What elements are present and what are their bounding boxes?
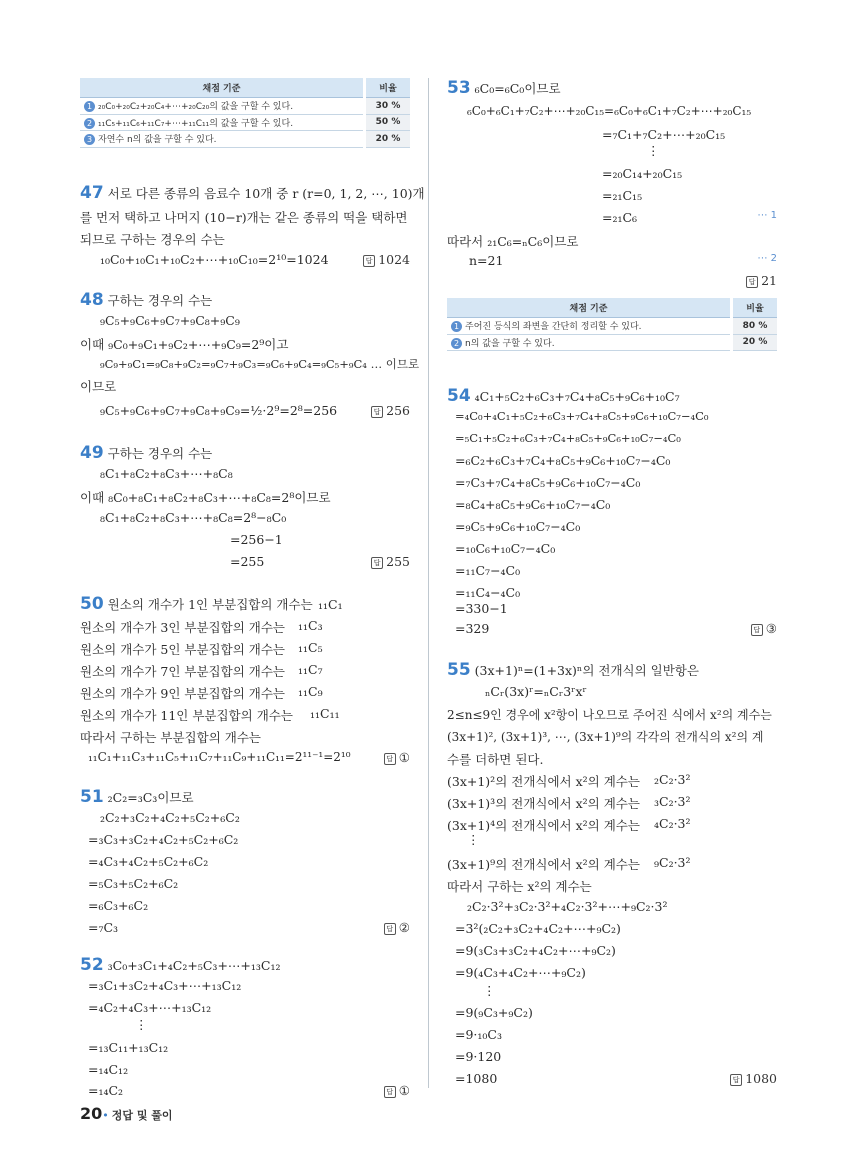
answer [384,750,410,765]
vertical-ellipsis: ⋮ [467,832,480,847]
equation: ₁₁C₅ [298,640,323,655]
text-line: (3x+1)², (3x+1)³, ⋯, (3x+1)⁹의 각각의 전개식의 x²의 계 [447,730,764,744]
ratio-value: 20 % [732,334,778,351]
step-number-icon: 1 [451,321,462,332]
answer-box-icon: 답 [384,923,396,935]
equation: =₃C₃+₃C₂+₄C₂+₅C₂+₆C₂ [88,832,239,847]
answer [384,920,410,935]
equation: ₂C₂·3²+₃C₂·3²+₄C₂·3²+⋯+₉C₂·3² [467,899,668,914]
answer-box-icon: 답 [363,255,375,267]
table-header-ratio: 비율 [365,78,411,98]
text-line: 를 먼저 택하고 나머지 (10−r)개는 같은 종류의 떡을 택하면 [80,210,408,225]
text-line: 수를 더하면 된다. [447,752,544,767]
bullet-icon: • [102,1109,109,1122]
step-number-icon: 2 [84,118,95,129]
equation: =9·120 [455,1049,502,1064]
equation: ₈C₁+₈C₂+₈C₃+⋯+₈C₈ [100,466,233,481]
equation: =1080 [455,1071,498,1086]
equation: =₉C₅+₉C₆+₁₀C₇−₄C₀ [455,519,581,534]
text-line: (3x+1)²의 전개식에서 x²의 계수는 [447,774,640,789]
criteria-text: 자연수 n의 값을 구할 수 있다. [98,135,217,146]
equation: =₁₄C₁₂ [88,1062,129,1077]
equation: ₉C₉+₉C₁=₉C₈+₉C₂=₉C₇+₉C₃=₉C₆+₉C₄=₉C₅+₉C₄ … 이므로 [100,357,420,371]
text-line: 구하는 경우의 수는 [107,293,213,308]
table-row [80,114,410,131]
text-line: (3x+1)³의 전개식에서 x²의 계수는 [447,796,640,811]
equation: ₄C₂·3² [654,816,691,831]
criteria-text: 주어진 등식의 좌변을 간단히 정리할 수 있다. [465,322,642,333]
ratio-value: 30 % [365,98,411,115]
equation: =₂₀C₁₄+₂₀C₁₅ [602,166,683,181]
equation: =9(₃C₃+₃C₂+₄C₂+⋯+₉C₂) [455,943,616,958]
problem-number: 50 [80,594,104,614]
answer-value: ① [398,750,410,765]
problem-number: 48 [80,290,104,310]
text-line: 원소의 개수가 1인 부분집합의 개수는 [107,597,313,612]
problem-number: 49 [80,443,104,463]
equation: ₁₁C₁+₁₁C₃+₁₁C₅+₁₁C₇+₁₁C₉+₁₁C₁₁=2¹¹⁻¹=2¹⁰ [88,750,351,764]
text-line: ₂C₂=₃C₃이므로 [107,790,194,805]
equation: ₁₁C₃ [298,618,323,633]
equation: ₃C₂·3² [654,794,691,809]
answer [730,1071,777,1086]
vertical-ellipsis: ⋮ [647,143,660,158]
text-line: 원소의 개수가 11인 부분집합의 개수는 [80,708,293,723]
text-line: 구하는 경우의 수는 [107,446,213,461]
equation: ₄C₁+₅C₂+₆C₃+₇C₄+₈C₅+₉C₆+₁₀C₇ [474,389,680,404]
equation: =9·₁₀C₃ [455,1027,502,1042]
answer-value: ② [398,920,410,935]
equation: =₁₄C₂ [88,1083,124,1098]
equation: ₈C₁+₈C₂+₈C₃+⋯+₈C₈=2⁸−₈C₀ [100,510,287,525]
answer-box-icon: 답 [371,557,383,569]
equation: =₈C₄+₈C₅+₉C₆+₁₀C₇−₄C₀ [455,497,611,512]
equation: =329 [455,621,490,636]
column-divider [428,78,429,1088]
table-row [447,318,777,335]
equation: ₉C₅+₉C₆+₉C₇+₉C₈+₉C₉=½·2⁹=2⁸=256 [100,403,338,418]
table-row [80,98,410,115]
problem-number: 53 [447,78,471,98]
criteria-text: n의 값을 구할 수 있다. [465,338,555,349]
vertical-ellipsis: ⋮ [483,983,496,998]
equation: =₆C₃+₆C₂ [88,898,149,913]
answer-value: 21 [761,273,777,288]
equation: ₁₁C₇ [298,662,323,677]
equation: =₂₁C₆ [602,210,638,225]
page-footer [80,1104,173,1123]
problem-number: 51 [80,787,104,807]
right-column [447,0,777,1100]
equation: ₂C₂+₃C₂+₄C₂+₅C₂+₆C₂ [100,810,240,825]
equation: ₁₁C₁₁ [310,706,340,721]
answer [384,1083,410,1098]
equation: =255 [230,554,265,569]
answer [746,273,777,288]
equation: =₄C₃+₄C₂+₅C₂+₆C₂ [88,854,209,869]
answer [363,252,410,267]
answer-box-icon: 답 [371,406,383,418]
equation: ₁₁C₁ [318,597,343,612]
vertical-ellipsis: ⋮ [135,1017,148,1032]
answer-value: 1080 [745,1071,777,1086]
text-line: 이때 ₉C₀+₉C₁+₉C₂+⋯+₉C₉=2⁹이고 [80,337,289,352]
ratio-value: 20 % [365,131,411,148]
scoring-table-2 [447,298,777,351]
step-number-icon: 3 [84,134,95,145]
text-line: 원소의 개수가 5인 부분집합의 개수는 [80,642,285,657]
equation: ₁₁C₉ [298,684,323,699]
problem-number: 54 [447,386,471,406]
equation: ₁₀C₀+₁₀C₁+₁₀C₂+⋯+₁₀C₁₀=2¹⁰=1024 [100,252,329,267]
criteria-text: ₂₀C₀+₂₀C₂+₂₀C₄+⋯+₂₀C₂₀의 값을 구할 수 있다. [98,102,294,113]
equation: =₇C₃ [88,920,119,935]
equation: ₂C₂·3² [654,772,691,787]
step-number-icon: 2 [451,338,462,349]
ratio-value: 80 % [732,318,778,335]
answer [751,621,777,636]
equation: =3²(₂C₂+₃C₂+₄C₂+⋯+₉C₂) [455,921,621,936]
equation: ₙCᵣ(3x)ʳ=ₙCᵣ3ʳxʳ [485,684,587,699]
equation: ₃C₀+₃C₁+₄C₂+₅C₃+⋯+₁₃C₁₂ [107,958,281,973]
text-line: 원소의 개수가 7인 부분집합의 개수는 [80,664,285,679]
answer-box-icon: 답 [384,1086,396,1098]
equation: ₉C₂·3² [654,855,691,870]
equation: =₄C₀+₄C₁+₅C₂+₆C₃+₇C₄+₈C₅+₉C₆+₁₀C₇−₄C₀ [455,409,709,423]
text-line: (3x+1)⁴의 전개식에서 x²의 계수는 [447,818,640,833]
answer-value: 256 [386,403,410,418]
equation: =₁₃C₁₁+₁₃C₁₂ [88,1040,169,1055]
answer-value: ① [398,1083,410,1098]
answer-box-icon: 답 [384,753,396,765]
problem-number: 52 [80,955,104,975]
text-line: 따라서 구하는 부분집합의 개수는 [80,730,261,745]
text-line: 따라서 ₂₁C₆=ₙC₆이므로 [447,234,579,249]
table-row [447,334,777,351]
text-line: 2≤n≤9인 경우에 x²항이 나오므로 주어진 식에서 x²의 계수는 [447,708,772,722]
equation: =₆C₂+₆C₃+₇C₄+₈C₅+₉C₆+₁₀C₇−₄C₀ [455,453,671,468]
equation: =₇C₃+₇C₄+₈C₅+₉C₆+₁₀C₇−₄C₀ [455,475,641,490]
equation: =256−1 [230,532,283,547]
text-line: ₆C₀=₆C₀이므로 [474,81,561,96]
step-marker: ⋯ 1 [757,210,777,221]
equation: =₅C₁+₅C₂+₆C₃+₇C₄+₈C₅+₉C₆+₁₀C₇−₄C₀ [455,431,681,445]
criteria-text: ₁₁C₅+₁₁C₆+₁₁C₇+⋯+₁₁C₁₁의 값을 구할 수 있다. [98,118,294,129]
table-row [80,131,410,148]
text-line: 이때 ₈C₀+₈C₁+₈C₂+₈C₃+⋯+₈C₈=2⁸이므로 [80,490,331,505]
problem-number: 55 [447,660,471,680]
equation: =₅C₃+₅C₂+₆C₂ [88,876,179,891]
step-marker: ⋯ 2 [757,253,777,264]
text-line: (3x+1)⁹의 전개식에서 x²의 계수는 [447,857,640,872]
equation: =₁₁C₄−₄C₀ [455,585,521,600]
text-line: 서로 다른 종류의 음료수 10개 중 r (r=0, 1, 2, ⋯, 10)개 [107,186,425,201]
answer-box-icon: 답 [751,624,763,636]
problem-number: 47 [80,183,104,203]
text-line: 원소의 개수가 9인 부분집합의 개수는 [80,686,285,701]
answer-box-icon: 답 [746,276,758,288]
equation: =₇C₁+₇C₂+⋯+₂₀C₁₅ [602,127,726,142]
step-number-icon: 1 [84,101,95,112]
text-line: 되므로 구하는 경우의 수는 [80,232,225,247]
equation: =₃C₁+₃C₂+₄C₃+⋯+₁₃C₁₂ [88,978,242,993]
page-number: 20 [80,1104,103,1123]
footer-label: 정답 및 풀이 [111,1109,173,1122]
equation: =9(₉C₃+₉C₂) [455,1005,533,1020]
equation: n=21 [469,253,504,268]
table-header-ratio: 비율 [732,298,778,318]
equation: =₂₁C₁₅ [602,188,643,203]
answer-value: ③ [765,621,777,636]
left-column [80,0,425,1100]
table-header-criteria: 채점 기준 [447,298,732,318]
equation: ₉C₅+₉C₆+₉C₇+₉C₈+₉C₉ [100,313,240,328]
equation: =₁₀C₆+₁₀C₇−₄C₀ [455,541,556,556]
table-header-criteria: 채점 기준 [80,78,365,98]
scoring-table-1 [80,78,410,148]
equation: ₆C₀+₆C₁+₇C₂+⋯+₂₀C₁₅=₆C₀+₆C₁+₇C₂+⋯+₂₀C₁₅ [467,104,752,118]
text-line: 원소의 개수가 3인 부분집합의 개수는 [80,620,285,635]
answer [371,403,410,418]
equation: =₄C₂+₄C₃+⋯+₁₃C₁₂ [88,1000,212,1015]
text-line: (3x+1)ⁿ=(1+3x)ⁿ의 전개식의 일반항은 [474,663,699,678]
answer-value: 255 [386,554,410,569]
ratio-value: 50 % [365,114,411,131]
equation: =₁₁C₇−₄C₀ [455,563,521,578]
answer-box-icon: 답 [730,1074,742,1086]
answer [371,554,410,569]
equation: =9(₄C₃+₄C₂+⋯+₉C₂) [455,965,586,980]
text-line: 따라서 구하는 x²의 계수는 [447,879,592,894]
equation: =330−1 [455,601,508,616]
text-line: 이므로 [80,379,117,394]
answer-value: 1024 [378,252,410,267]
